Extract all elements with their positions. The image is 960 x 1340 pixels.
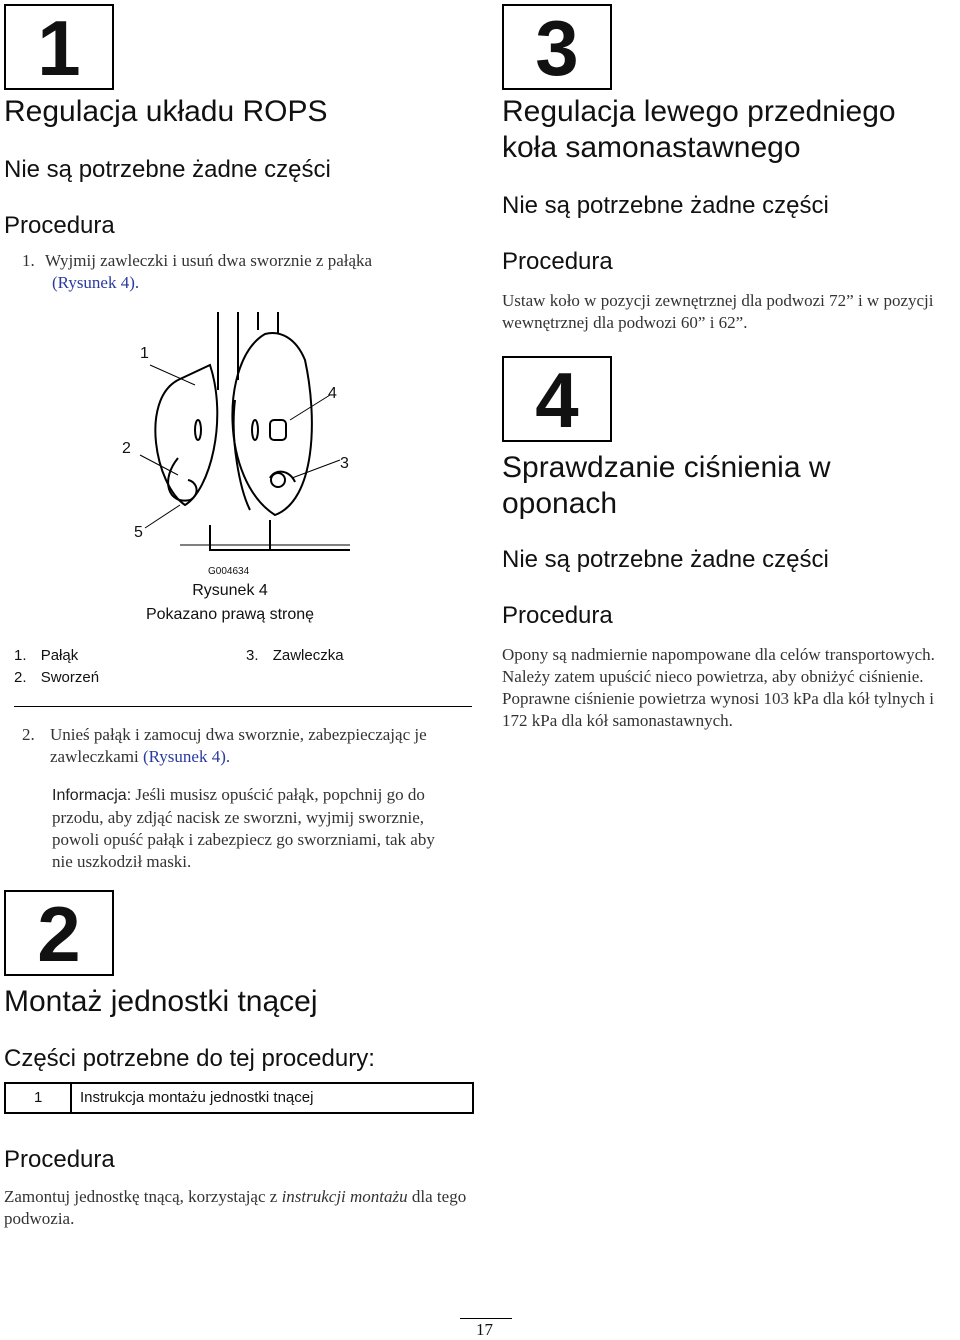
page-number-rule xyxy=(460,1318,512,1319)
section-2-title: Montaż jednostki tnącej xyxy=(4,985,318,1018)
step-2-number: 2. xyxy=(22,725,35,744)
legend-item-1 xyxy=(14,647,78,664)
section-2-text xyxy=(4,1186,474,1230)
section-1-step-2 xyxy=(22,724,474,768)
section-4-number-box xyxy=(502,356,612,442)
section-1-number-box xyxy=(4,4,114,90)
section-3-text: Ustaw koło w pozycji zewnętrznej dla podwozi 72” i w pozycji wewnętrznej dla podwozi 60” i 62”. xyxy=(502,291,934,332)
section-1-procedure-heading: Procedura xyxy=(4,212,115,239)
section-3-title: Regulacja lewego przedniego koła samonastawnego xyxy=(502,95,896,164)
section-1-number: 1 xyxy=(37,4,81,92)
section-2-text-a: Zamontuj jednostkę tnącą, korzystając z xyxy=(4,1187,278,1206)
section-4-number: 4 xyxy=(535,356,579,444)
step-1-number: 1. xyxy=(22,251,35,270)
section-1-step-1 xyxy=(22,250,442,294)
section-4-parts-heading: Nie są potrzebne żadne części xyxy=(502,546,829,573)
section-2-text-italic: instrukcji montażu xyxy=(281,1187,408,1206)
section-2-procedure-heading: Procedura xyxy=(4,1146,115,1173)
section-1-title: Regulacja układu ROPS xyxy=(4,95,328,128)
legend-item-3 xyxy=(246,647,344,664)
legend-num: 1. xyxy=(14,647,27,664)
figure-callout-5: 5 xyxy=(134,524,143,541)
legend-divider xyxy=(14,706,472,707)
section-4-procedure-heading: Procedura xyxy=(502,602,613,629)
legend-item-2 xyxy=(14,669,99,686)
legend-label: Pałąk xyxy=(40,647,79,664)
section-4-title: Sprawdzanie ciśnienia w oponach xyxy=(502,451,831,520)
page-number: 17 xyxy=(476,1320,493,1339)
legend-label: Zawleczka xyxy=(272,647,344,664)
step-1-figure-link[interactable]: (Rysunek 4). xyxy=(52,273,140,292)
note-text: Jeśli musisz opuścić pałąk, popchnij go do przodu, aby zdjąć nacisk ze sworzni, wyjmij sworznie, powoli opuść pałąk i zabezpiecz go sworzniami, tak aby nie uszkodził maski. xyxy=(52,785,435,871)
step-2-figure-link[interactable]: (Rysunek 4). xyxy=(142,747,231,766)
step-2-text: Unieś pałąk i zamocuj dwa sworznie, zabezpieczając je zawleczkami xyxy=(50,725,427,766)
section-4-text: Opony są nadmiernie napompowane dla celów transportowych. Należy zatem upuścić nieco powietrza, aby obniżyć ciśnienie. Poprawne ciśnienie powietrza wynosi 103 kPa dla kół tylnych i 172 kPa dla kół samonastawnych. xyxy=(502,645,935,730)
step-1-text: Wyjmij zawleczki i usuń dwa sworznie z pałąka xyxy=(45,251,373,270)
section-2-parts-heading: Części potrzebne do tej procedury: xyxy=(4,1045,375,1072)
figure-callout-3: 3 xyxy=(340,455,349,472)
figure-code: G004634 xyxy=(208,566,250,577)
figure-callout-2: 2 xyxy=(122,440,131,457)
section-2-number-box xyxy=(4,890,114,976)
legend-num: 2. xyxy=(14,669,27,686)
legend-label: Sworzeń xyxy=(40,669,100,686)
section-3-procedure-heading: Procedura xyxy=(502,248,613,275)
legend-num: 3. xyxy=(246,647,259,664)
section-3-number-box xyxy=(502,4,612,90)
figure-title: Rysunek 4 xyxy=(192,582,268,599)
figure-subtitle: Pokazano prawą stronę xyxy=(145,606,315,623)
parts-table-desc: Instrukcja montażu jednostki tnącej xyxy=(80,1089,314,1106)
section-1-note xyxy=(52,784,452,873)
parts-table xyxy=(4,1082,474,1114)
figure-callout-1: 1 xyxy=(140,345,149,362)
section-2-text-b: dla tego podwozia. xyxy=(4,1187,467,1228)
section-1-parts-heading: Nie są potrzebne żadne części xyxy=(4,156,331,183)
section-3-parts-heading: Nie są potrzebne żadne części xyxy=(502,192,829,219)
note-label: Informacja: xyxy=(52,787,132,804)
section-3-number: 3 xyxy=(535,4,579,92)
figure-callout-4: 4 xyxy=(328,385,337,402)
parts-table-qty: 1 xyxy=(6,1084,72,1112)
section-2-number: 2 xyxy=(37,890,81,978)
